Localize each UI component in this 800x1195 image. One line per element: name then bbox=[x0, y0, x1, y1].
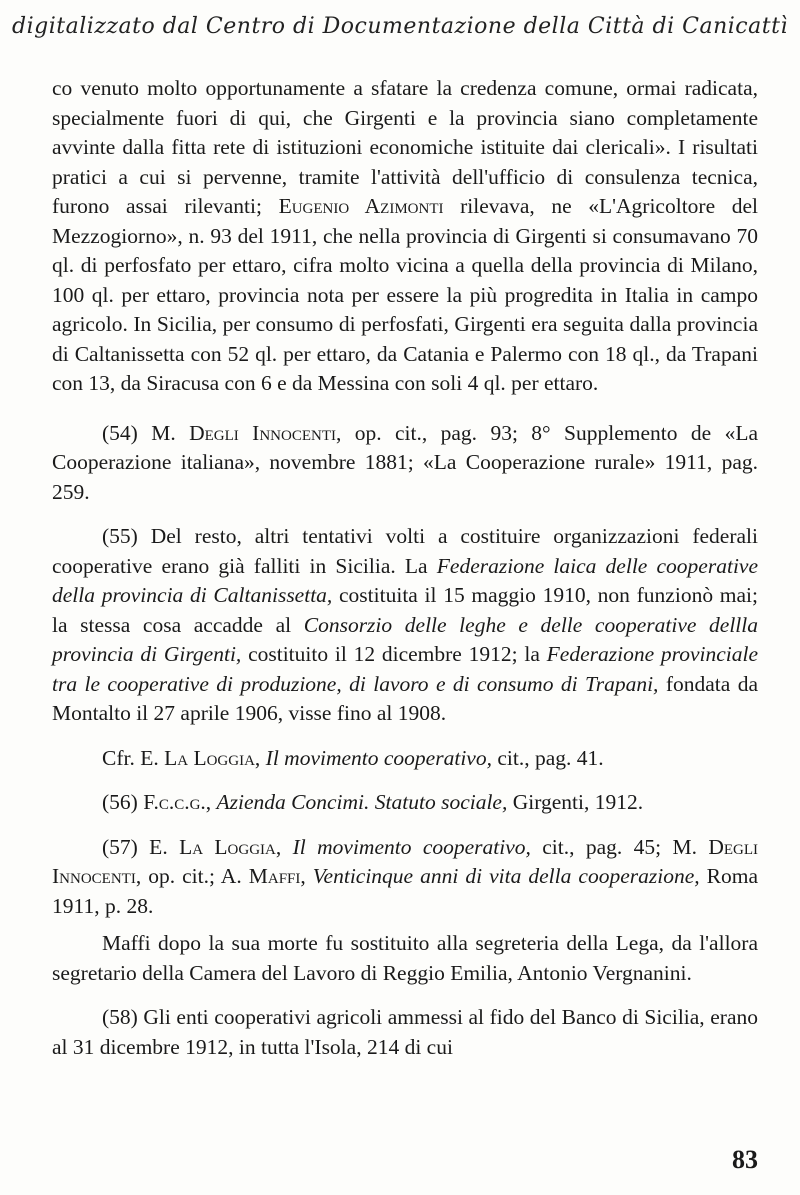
author-name: La Loggia, bbox=[179, 834, 282, 859]
note-text: , op. cit.; A. bbox=[135, 864, 242, 888]
note-text: cit., pag. 41. bbox=[497, 745, 604, 770]
author-name: Degli Innocenti bbox=[189, 420, 336, 445]
italic-title: Consorzio delle leghe e delle cooperative dellla provincia di Girgenti, bbox=[52, 612, 759, 666]
note-text: (55) Del resto, altri tentativi volti a costituire organizzazioni federali cooperative erano già falliti in Sicilia. La bbox=[52, 524, 758, 578]
footnote-54 bbox=[52, 419, 758, 508]
note-text: cit., pag. 45; M. bbox=[542, 834, 697, 859]
author-name: Maffi, bbox=[248, 864, 306, 888]
author-name: Eugenio Azimonti bbox=[278, 194, 444, 218]
italic-title: Azienda Concimi. Statuto sociale, bbox=[216, 790, 508, 814]
page-number: 83 bbox=[732, 1145, 758, 1174]
italic-title: Il movimento cooperativo, bbox=[265, 745, 492, 770]
note-text: costituita il 15 maggio 1910, non funzionò mai; la stessa cosa accadde al bbox=[52, 583, 758, 637]
paragraph-text: rilevava, ne «L'Agricoltore del Mezzogiorno», n. 93 del 1911, che nella provincia di Girgenti si consumavano 70 ql. di perfosfato per ettaro, cifra molto vicina a quella della provincia di Milano, 100 ql. per ettaro, provincia nota per essere la più progredita in Italia in campo agricolo. In Sicilia, per consumo di perfosfati, Girgenti era seguita dalla provincia di Caltanissetta con 52 ql. per ettaro, da Catania e Palermo con 18 ql., da Trapani con 13, da Siracusa con 6 e da Messina con soli 4 ql. per ettaro. bbox=[52, 194, 759, 395]
author-name: Degli Innocenti bbox=[52, 834, 759, 888]
italic-title: Venticinque anni di vita della cooperazione, bbox=[312, 864, 700, 888]
footnote-56 bbox=[52, 788, 758, 818]
note-text: Cfr. E. bbox=[102, 745, 159, 770]
note-text: , op. cit., pag. 93; 8° Supplemento de «La Cooperazione italiana», novembre 1881; «La Cooperazione rurale» 1911, pag. 259. bbox=[52, 420, 758, 504]
digitization-watermark: digitalizzato dal Centro di Documentazione della Città di Canicattì bbox=[12, 14, 788, 39]
author-name: La Loggia, bbox=[164, 745, 261, 770]
body-paragraph bbox=[52, 74, 758, 399]
note-text: (54) M. bbox=[102, 420, 176, 445]
note-text: costituito il 12 dicembre 1912; la bbox=[248, 642, 540, 666]
footnote-58: (58) Gli enti cooperativi agricoli ammessi al fido del Banco di Sicilia, erano al 31 dicembre 1912, in tutta l'Isola, 214 di cui bbox=[52, 1005, 758, 1059]
page-body bbox=[52, 74, 758, 1077]
footnote-55 bbox=[52, 522, 758, 729]
italic-title: Federazione laica delle cooperative della provincia di Caltanissetta, bbox=[52, 553, 758, 607]
note-text: fondata da Montalto il 27 aprile 1906, visse fino al 1908. bbox=[52, 671, 758, 725]
italic-title: Il movimento cooperativo, bbox=[292, 834, 531, 859]
organization-name: F.c.c.g., bbox=[143, 790, 212, 814]
note-text: (57) E. bbox=[102, 834, 168, 859]
note-text: (56) bbox=[102, 790, 138, 814]
footnote-57-maffi: Maffi dopo la sua morte fu sostituito alla segreteria della Lega, da l'allora segretario della Camera del Lavoro di Reggio Emilia, Antonio Vergnanini. bbox=[52, 931, 758, 985]
footnote-57 bbox=[52, 833, 758, 922]
italic-title: Federazione provinciale tra le cooperative di produzione, di lavoro e di consumo di Trapani, bbox=[52, 642, 759, 696]
note-text: Girgenti, 1912. bbox=[512, 790, 644, 814]
footnote-55-cfr bbox=[52, 744, 758, 774]
note-text: Roma 1911, p. 28. bbox=[52, 864, 759, 918]
paragraph-text: co venuto molto opportunamente a sfatare la credenza comune, ormai radicata, specialmente fuori di qui, che Girgenti e la provincia siano completamente avvinte dalla fitta rete di istituzioni economiche istituite dai clericali». I risultati pratici a cui si pervenne, tramite l'attività dell'ufficio di consulenza tecnica, furono assai rilevanti; bbox=[52, 76, 758, 218]
